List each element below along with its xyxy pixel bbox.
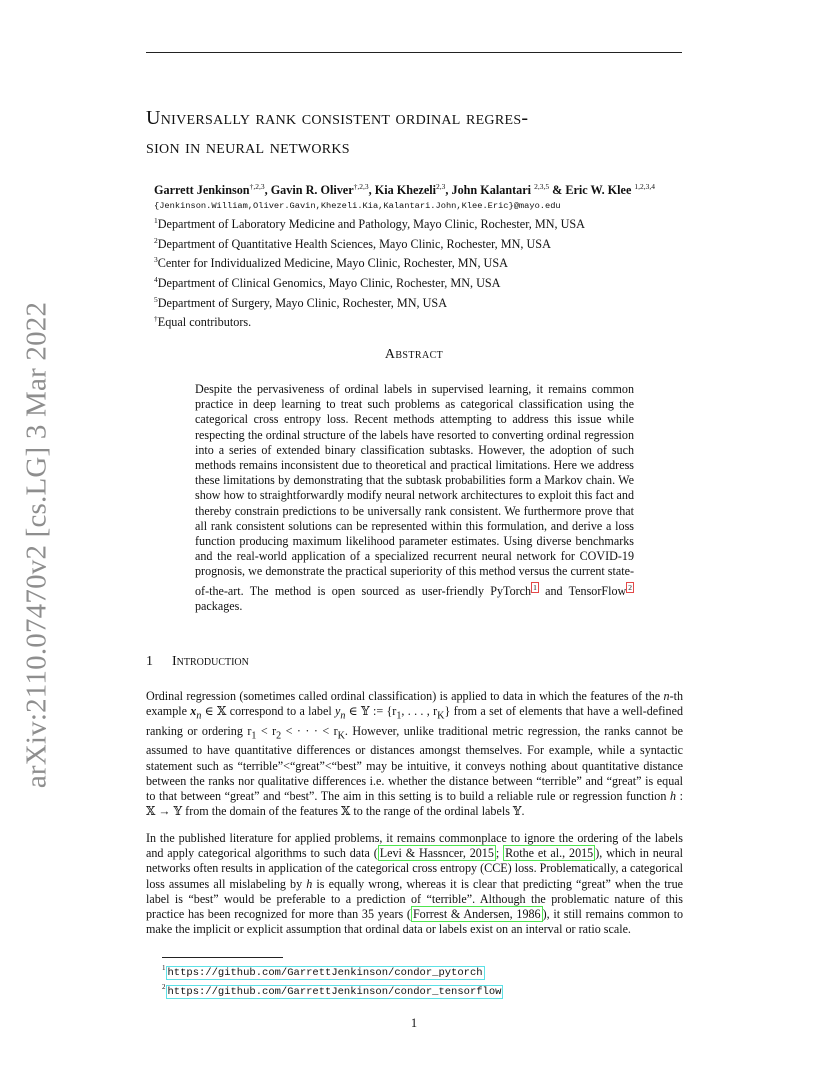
abstract-text-end: packages.: [195, 598, 243, 613]
abstract-body: [195, 382, 634, 614]
affiliation-sup: †: [154, 314, 158, 324]
text-run: Ordinal regression (sometimes called ordinal classification) is applied to data in which the features of the: [146, 689, 664, 703]
text-run: ;: [495, 846, 504, 861]
footnote-number: 1: [162, 964, 166, 972]
affiliation-item: [154, 252, 585, 272]
text-run: < r: [256, 723, 277, 738]
footnote-rule: [162, 957, 283, 958]
text-run: In the published literature for applied problems, it remains commonplace to ignore the ordering of the labels and apply categorical algorithms to such data (: [146, 831, 683, 861]
title-line-1: Universally rank consistent ordinal regres-: [146, 107, 529, 129]
page-number: 1: [410, 1016, 418, 1030]
text-run: ∈ 𝕏 correspond to a label: [201, 704, 336, 719]
author-list: Garrett Jenkinson$^{\dagger,2,3}$, Gavin R. Oliver$^{\dagger,2,3}$, Kia Khezeli$^{2,3}$, John Kalantari $^{2,3,5}$ & Eric W. Klee $^{1,2,3,4}$: [154, 182, 656, 198]
text-run: ), it still remains common to make the implicit or explicit assumption that ordinal data or labels exist on an interval or ratio scale.: [146, 907, 683, 937]
affiliation-list: [154, 213, 585, 331]
citation-link[interactable]: Rothe et al., 2015: [505, 846, 594, 861]
text-run: . However, unlike traditional metric regression, the ranks cannot be assumed to have quantitative differences or distances amongst themselves. For example, while a syntactic statement such as “terrible”<“great”<“best” may be intuitive, it conveys nothing about quantitative distance between the ranks nor qualitative differences i.e. whether the distance between “terrible” and “great” is equal to that between “great” and “best”. The aim in this setting is to build a reliable rule or regression function: [146, 723, 683, 804]
footnote-ref-2[interactable]: 2: [628, 582, 632, 592]
math-var: h: [306, 876, 313, 891]
author-affil-sup: 1,2,3,4: [634, 182, 656, 191]
math-sub: K: [337, 730, 345, 742]
affiliation-item: [154, 233, 585, 253]
section-number: 1: [146, 654, 153, 669]
author-name: Garrett Jenkinson: [154, 183, 250, 198]
affiliation-text: Department of Laboratory Medicine and Pathology, Mayo Clinic, Rochester, MN, USA: [157, 217, 585, 232]
affiliation-sup: 1: [154, 216, 158, 225]
author-affil-sup: 2,3: [436, 182, 446, 191]
affiliation-text: Department of Quantitative Health Sciences, Mayo Clinic, Rochester, MN, USA: [157, 236, 551, 251]
author-affil-sup: †,2,3: [353, 182, 369, 191]
math-sub: 1: [396, 710, 402, 722]
footnote-number: 2: [162, 983, 166, 991]
text-run: is equally wrong, whereas it is clear that predicting “great” when the true label is “best” would be preferable to a prediction of “terrible”. Although the problematic nature of this practice has been recognized for more than 35 years (: [146, 876, 683, 922]
section-title: Introduction: [172, 654, 249, 669]
author-name: Kia Khezeli: [374, 183, 436, 198]
citation-link[interactable]: Forrest & Andersen, 1986: [412, 907, 541, 922]
math-sub: 1: [251, 730, 257, 742]
author-name: Eric W. Klee: [565, 183, 632, 198]
footnote-url-link[interactable]: https://github.com/GarrettJenkinson/condor_pytorch: [167, 966, 483, 979]
math-var: h: [669, 789, 677, 804]
affiliation-sup: 2: [154, 235, 158, 245]
footnote-url-link[interactable]: https://github.com/GarrettJenkinson/condor_tensorflow: [167, 985, 502, 998]
affiliation-text: Department of Surgery, Mayo Clinic, Rochester, MN, USA: [157, 295, 448, 310]
header-rule: [146, 52, 682, 53]
affiliation-item: [154, 292, 585, 312]
math-var: x: [190, 704, 197, 719]
paper-title: [146, 104, 706, 162]
affiliation-text: Department of Clinical Genomics, Mayo Clinic, Rochester, MN, USA: [157, 276, 501, 291]
affiliation-item: [154, 311, 585, 331]
math-var: n: [663, 689, 670, 703]
math-sub: K: [437, 710, 445, 722]
title-line-2: sion in neural networks: [146, 136, 350, 158]
author-affil-sup: 2,3,5: [534, 182, 550, 191]
affiliation-text: Equal contributors.: [157, 315, 252, 330]
footnote-item: [162, 980, 503, 999]
affiliation-sup: 5: [154, 294, 158, 304]
intro-paragraph-1: [146, 689, 683, 819]
intro-paragraph-2: [146, 831, 683, 937]
text-run: ∈ 𝕐 := {r: [345, 704, 397, 719]
affiliation-text: Center for Individualized Medicine, Mayo Clinic, Rochester, MN, USA: [157, 256, 508, 271]
math-sub: n: [340, 710, 346, 722]
arxiv-sidebar-stamp: [8, 301, 66, 789]
author-emails: {Jenkinson.William,Oliver.Gavin,Khezeli.Kia,Kalantari.John,Klee.Eric}@mayo.edu: [154, 201, 561, 211]
text-run: , . . . , r: [401, 704, 438, 719]
math-sub: n: [196, 710, 202, 722]
text-run: : 𝕏 → 𝕐 from the domain of the features 𝕏 to the range of the ordinal labels 𝕐.: [146, 789, 683, 819]
affiliation-item: [154, 213, 585, 233]
text-run: < · · · < r: [281, 723, 338, 738]
affiliation-sup: 3: [154, 255, 158, 265]
text-run: ), which in neural networks often results in application of the categorical cross entropy (CCE) loss. Problematically, a categorical loss assumes all mislabeling by: [146, 846, 683, 891]
abstract-text: Despite the pervasiveness of ordinal labels in supervised learning, it remains common practice in deep learning to treat such problems as categorical classification using the categorical cross entropy loss. Recent methods attempting to address this issue while respecting the ordinal structure of the labels have resorted to converting ordinal regression into a series of extended binary classification subtasks. However, the adoption of such methods remains inconsistent due to theoretical and practical limitations. Here we address these limitations by demonstrating that the subtask probabilities form a Markov chain. We show how to straightforwardly modify neural network architectures to exploit this fact and thereby constrain predictions to be universally rank consistent. We furthermore prove that all rank consistent solutions can be represented within this formulation, and derive a loss function producing maximum likelihood parameter estimates. Using diverse benchmarks and the real-world application of a specialized recurrent neural network for COVID-19 prognosis, we demonstrate the practical superiority of this method versus the current state-of-the-art. The method is open sourced as user-friendly PyTorch: [195, 382, 634, 598]
citation-link[interactable]: Levi & Hassncer, 2015: [379, 846, 494, 861]
math-sub: 2: [276, 730, 282, 742]
author-name: John Kalantari: [451, 183, 532, 198]
text-run: -th example: [146, 689, 683, 719]
abstract-heading: Abstract: [384, 347, 444, 362]
abstract-text-mid: and TensorFlow: [538, 583, 627, 598]
affiliation-sup: 4: [154, 274, 158, 284]
footnotes: [162, 961, 503, 999]
footnote-item: [162, 961, 503, 980]
author-name: Gavin R. Oliver: [270, 183, 354, 198]
section-heading: [146, 654, 249, 670]
text-run: } from a set of elements that have a well-defined ranking or ordering r: [146, 704, 683, 738]
math-var: y: [335, 704, 341, 719]
footnote-ref-1[interactable]: 1: [533, 582, 537, 592]
affiliation-item: [154, 272, 585, 292]
arxiv-id: arXiv:2110.07470v2 [cs.LG] 3 Mar 2022: [20, 301, 53, 789]
author-affil-sup: †,2,3: [249, 182, 265, 191]
